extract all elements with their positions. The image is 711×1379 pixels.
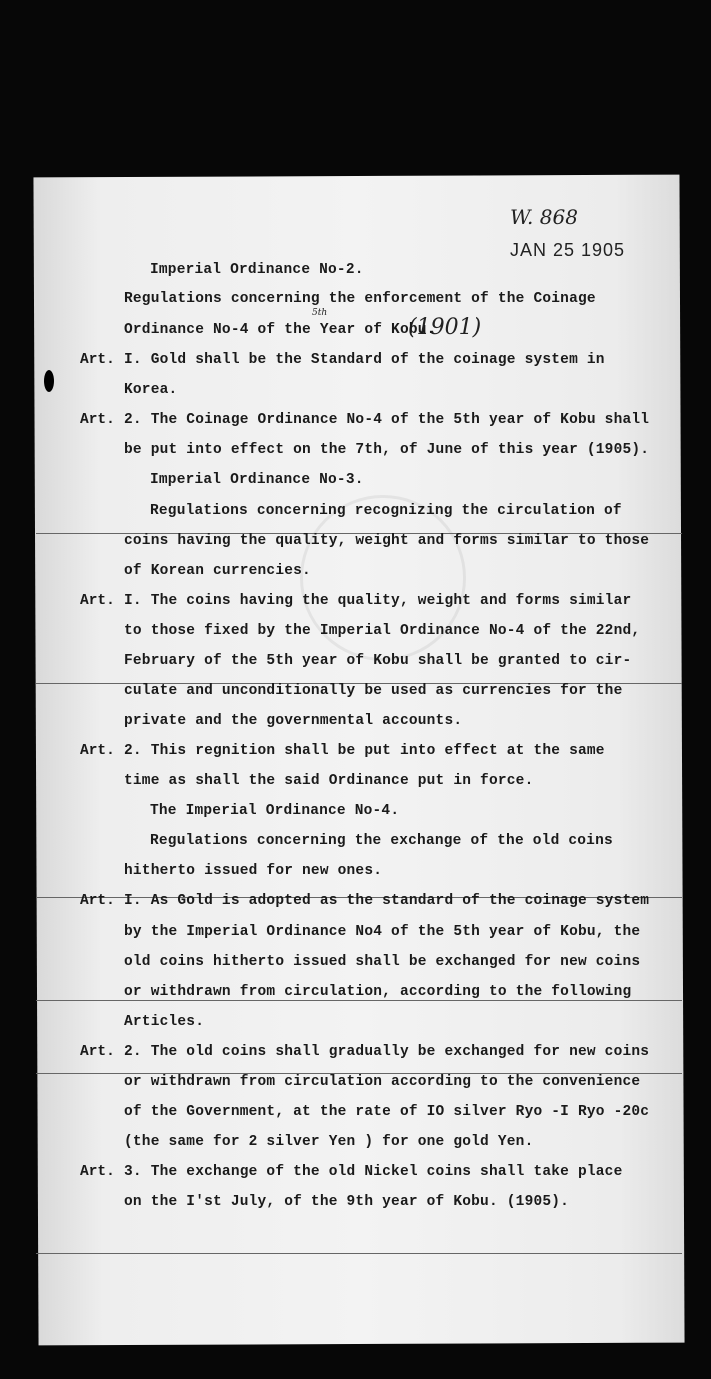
text-line: by the Imperial Ordinance No4 of the 5th year of Kobu, the bbox=[124, 924, 641, 940]
text-line: culate and unconditionally be used as currencies for the bbox=[124, 683, 623, 699]
article-label: Art. bbox=[80, 593, 115, 609]
text-line: (the same for 2 silver Yen ) for one gold Yen. bbox=[124, 1134, 534, 1150]
text-line: Regulations concerning recognizing the circulation of bbox=[150, 503, 622, 519]
received-date-stamp: JAN 25 1905 bbox=[510, 240, 626, 260]
text-line: I. The coins having the quality, weight and forms similar bbox=[124, 593, 632, 609]
text-line: 2. The Coinage Ordinance No-4 of the 5th year of Kobu shall bbox=[124, 412, 650, 428]
text-line: I. Gold shall be the Standard of the coinage system in bbox=[124, 352, 605, 368]
heading-ordinance-3: Imperial Ordinance No-3. bbox=[150, 472, 364, 488]
text-line: old coins hitherto issued shall be exchanged for new coins bbox=[124, 954, 641, 970]
text-line: Articles. bbox=[124, 1014, 205, 1030]
text-line: of the Government, at the rate of IO silver Ryo -I Ryo -20c bbox=[124, 1104, 650, 1120]
text-line: 2. The old coins shall gradually be exchanged for new coins bbox=[124, 1044, 650, 1060]
text-line: February of the 5th year of Kobu shall be granted to cir- bbox=[124, 653, 632, 669]
text-line: Korea. bbox=[124, 382, 178, 398]
insertion-mark-handwritten: 5th bbox=[312, 308, 328, 318]
reference-number-handwritten: W. 868 bbox=[510, 205, 578, 229]
article-label: Art. bbox=[80, 352, 115, 368]
text-line: on the I'st July, of the 9th year of Kobu. (1905). bbox=[124, 1194, 570, 1210]
text-line: 2. This regnition shall be put into effect at the same bbox=[124, 743, 605, 759]
article-label: Art. bbox=[80, 1044, 115, 1060]
article-label: Art. bbox=[80, 412, 115, 428]
binding-hole bbox=[44, 370, 54, 392]
text-line: time as shall the said Ordinance put in force. bbox=[124, 773, 534, 789]
year-note-handwritten: (1901) bbox=[408, 315, 482, 340]
article-label: Art. bbox=[80, 893, 115, 909]
text-line: 3. The exchange of the old Nickel coins shall take place bbox=[124, 1164, 623, 1180]
article-label: Art. bbox=[80, 743, 115, 759]
text-line: to those fixed by the Imperial Ordinance No-4 of the 22nd, bbox=[124, 623, 641, 639]
text-line: hitherto issued for new ones. bbox=[124, 863, 383, 879]
heading-ordinance-2: Imperial Ordinance No-2. bbox=[150, 262, 364, 278]
text-line: coins having the quality, weight and forms similar to those bbox=[124, 533, 650, 549]
text-line: be put into effect on the 7th, of June of this year (1905). bbox=[124, 442, 650, 458]
text-line: Regulations concerning the enforcement of the Coinage bbox=[124, 291, 596, 307]
text-line: of Korean currencies. bbox=[124, 563, 311, 579]
text-line: or withdrawn from circulation according to the convenience bbox=[124, 1074, 641, 1090]
text-line: Ordinance No-4 of the Year of Kobu. bbox=[124, 322, 436, 338]
text-line: private and the governmental accounts. bbox=[124, 713, 463, 729]
text-line: I. As Gold is adopted as the standard of the coinage system bbox=[124, 893, 650, 909]
heading-ordinance-4: The Imperial Ordinance No-4. bbox=[150, 803, 400, 819]
text-line: Regulations concerning the exchange of the old coins bbox=[150, 833, 613, 849]
text-line: or withdrawn from circulation, according to the following bbox=[124, 984, 632, 1000]
article-label: Art. bbox=[80, 1164, 115, 1180]
